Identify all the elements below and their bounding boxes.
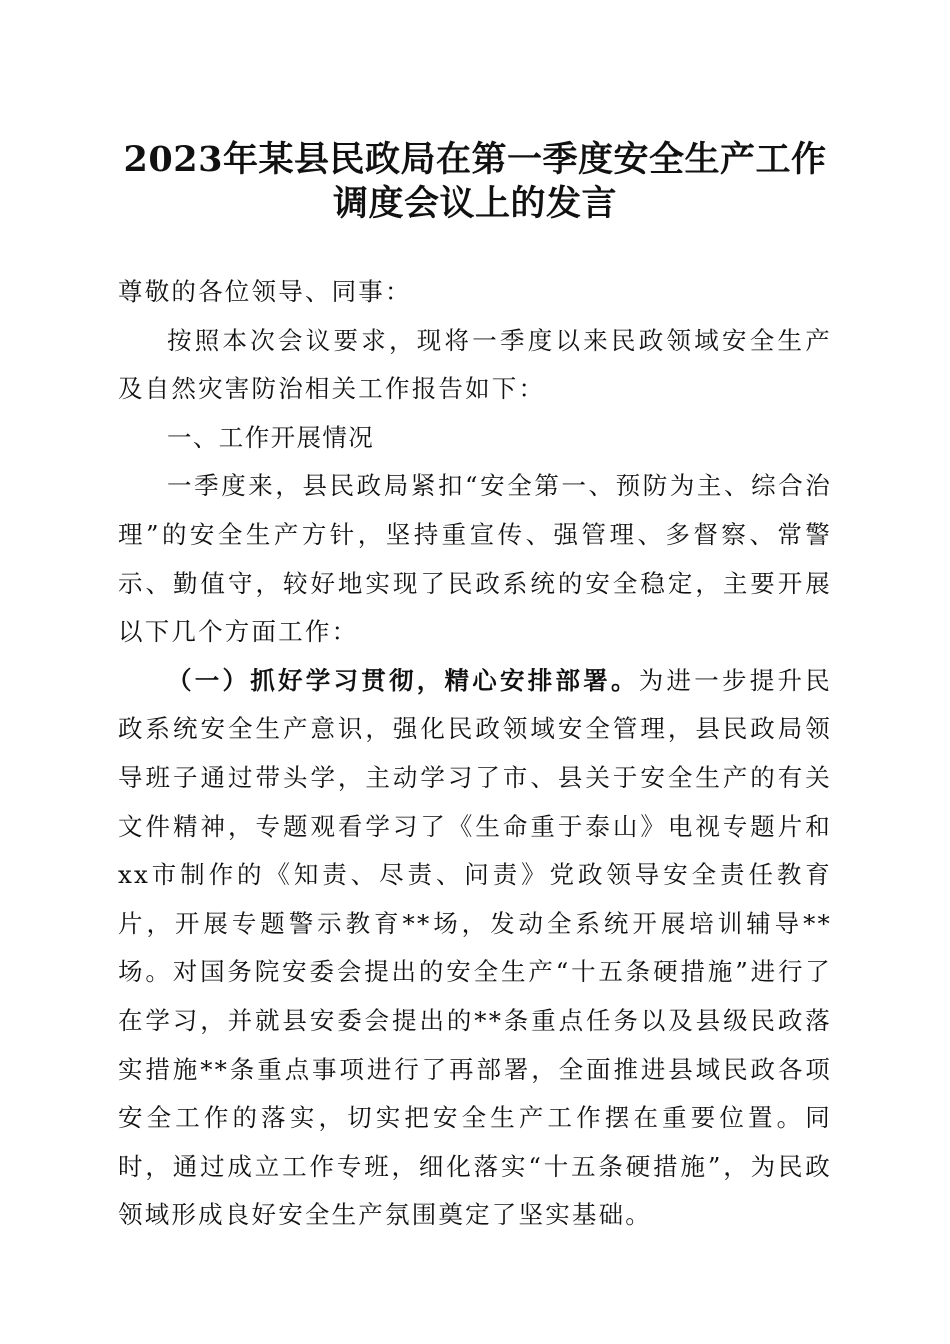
section-heading: 一、工作开展情况 [167, 422, 375, 452]
item-paragraph [118, 657, 832, 1240]
salutation: 尊敬的各位领导、同事： [118, 277, 412, 306]
section-paragraph: 一季度来，县民政局紧扣“安全第一、预防为主、综合治理”的安全生产方针，坚持重宣传、强管理、多督察、常警示、勤值守，较好地实现了民政系统的安全稳定，主要开展以下几个方面工作： [118, 471, 832, 647]
title-line-1: 2023年某县民政局在第一季度安全生产工作 [123, 139, 827, 180]
item-body: 为进一步提升民政系统安全生产意识，强化民政领域安全管理，县民政局领导班子通过带头学，主动学习了市、县关于安全生产的有关文件精神，专题观看学习了《生命重于泰山》电视专题片和xx市制作的《知责、尽责、问责》党政领导安全责任教育片，开展专题警示教育**场，发动全系统开展培训辅导**场。对国务院安委会提出的安全生产“十五条硬措施”进行了在学习，并就县安委会提出的**条重点任务以及县级民政落实措施**条重点事项进行了再部署，全面推进县域民政各项安全工作的落实，切实把安全生产工作摆在重要位置。同时，通过成立工作专班，细化落实“十五条硬措施”，为民政领域形成良好安全生产氛围奠定了坚实基础。 [118, 665, 832, 1230]
item-lead: （一）抓好学习贯彻，精心安排部署。 [167, 665, 639, 695]
intro-paragraph: 按照本次会议要求，现将一季度以来民政领域安全生产及自然灾害防治相关工作报告如下： [118, 325, 832, 404]
document-title [95, 138, 855, 226]
document-body [118, 268, 832, 1240]
title-line-2: 调度会议上的发言 [332, 183, 617, 224]
